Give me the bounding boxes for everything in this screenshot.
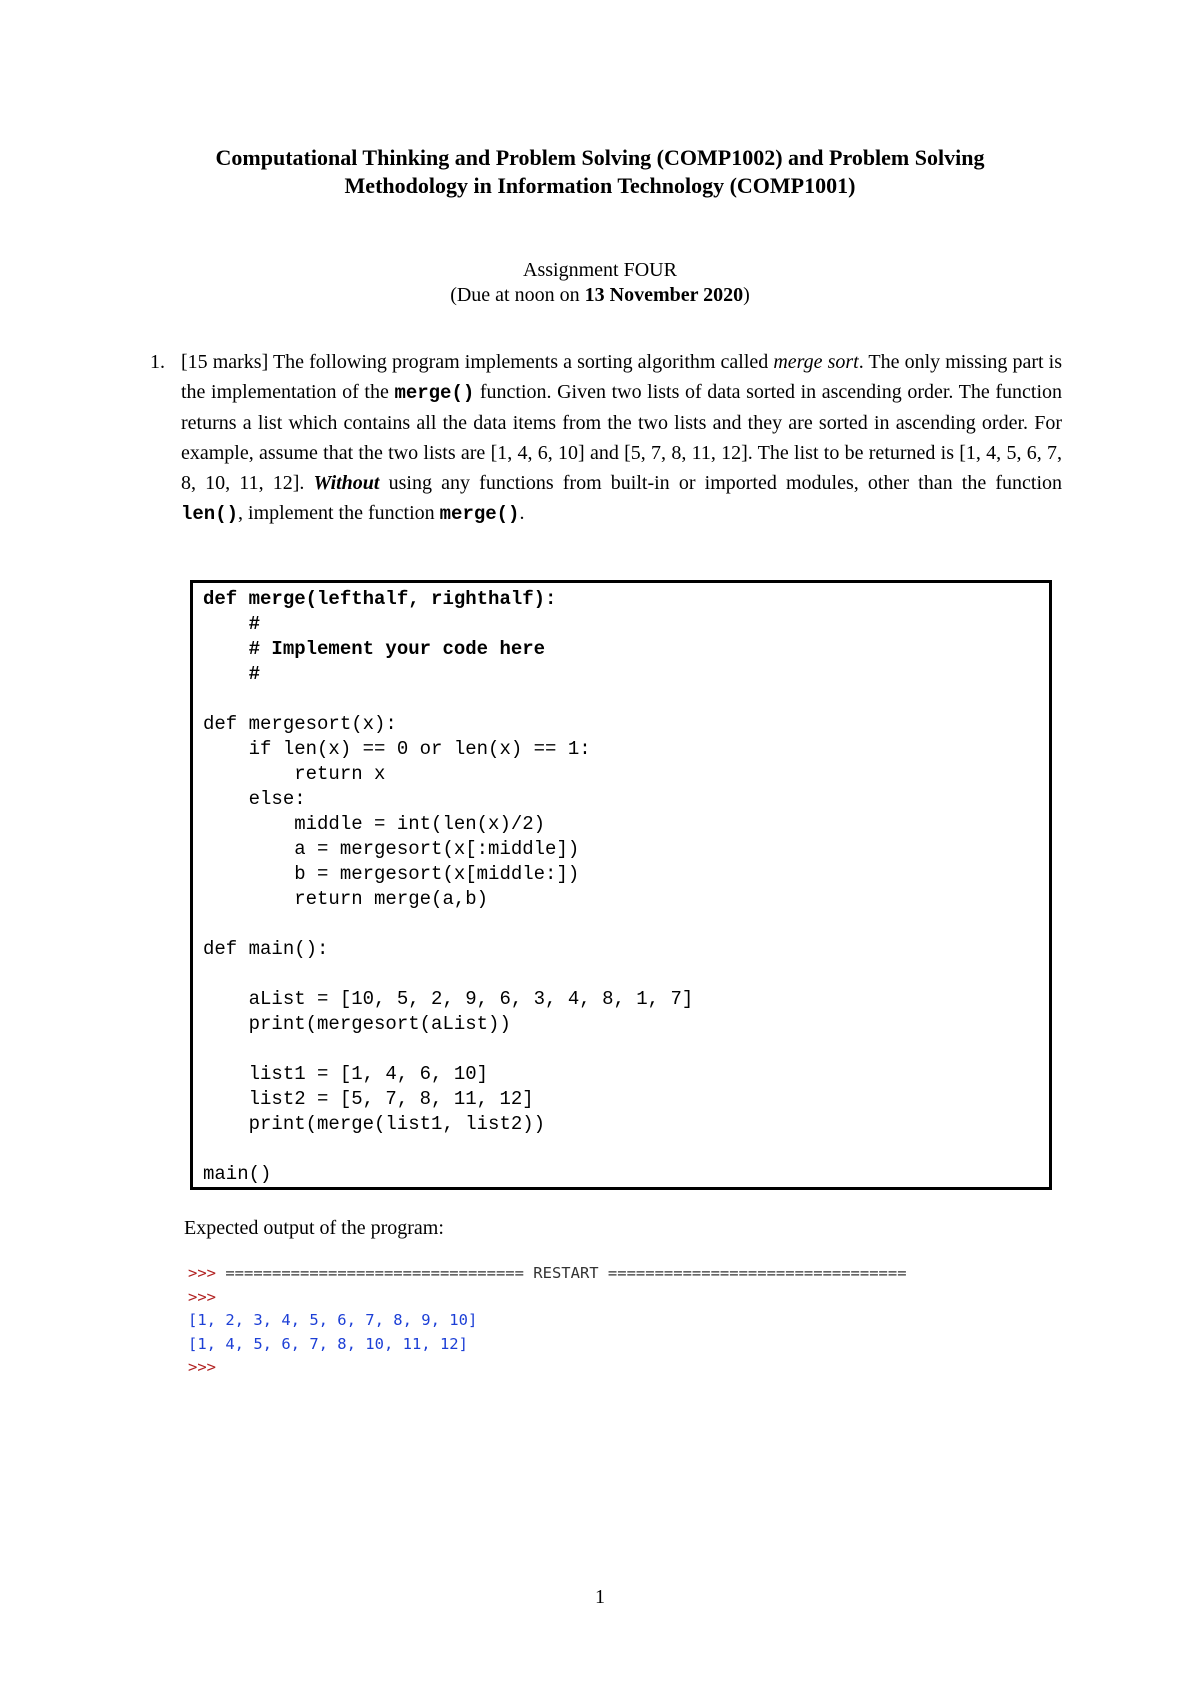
assignment-name: Assignment FOUR bbox=[523, 259, 677, 281]
question-text-part: . The only missing part is the implementation of the bbox=[181, 351, 1062, 403]
shell-prompt: >>> bbox=[188, 1358, 216, 1376]
question-text-part: using any functions from built-in or imported modules, other than the function bbox=[379, 472, 1062, 494]
question-text-part: function. Given two lists of data sorted in ascending order. The function returns a list which contains all the data items from the two lists and they are sorted in ascending order. For example, assume that the two lists are [1, 4, 6, 10] and [5, 7, 8, 11, 12]. The list to be returned is [1, 4, 5, 6, 7, 8, 10, 11, 12]. bbox=[181, 381, 1062, 494]
shell-output-line-2: [1, 4, 5, 6, 7, 8, 10, 11, 12] bbox=[188, 1334, 468, 1353]
shell-output-line-1: [1, 2, 3, 4, 5, 6, 7, 8, 9, 10] bbox=[188, 1311, 478, 1329]
merge-function-ref: merge() bbox=[394, 382, 475, 404]
shell-final-prompt-line bbox=[188, 1356, 907, 1380]
due-date-line bbox=[0, 283, 1200, 308]
shell-prompt: >>> bbox=[188, 1264, 216, 1282]
question-text-part: . bbox=[519, 502, 525, 524]
due-date: 13 November 2020 bbox=[584, 284, 744, 306]
title-line-2: Methodology in Information Technology (COMP1001) bbox=[344, 173, 856, 198]
shell-output bbox=[188, 1262, 907, 1380]
question-text-part: The following program implements a sorting algorithm called bbox=[268, 351, 774, 373]
assignment-heading bbox=[0, 258, 1200, 308]
shell-prompt: >>> bbox=[188, 1287, 216, 1306]
question-text bbox=[181, 347, 1062, 529]
len-function-ref: len() bbox=[181, 503, 239, 525]
code-program-body: def mergesort(x): if len(x) == 0 or len(x) == 1: return x else: middle = int(len(x)/2) a = mergesort(x[:middle]) b = mergesort(x[middle:]) return merge(a,b) def main(): aList = [10, 5, 2, 9, 6, 3, 4, 8, 1, 7] print(mergesort(aList)) list1 = [1, 4, 6, 10] list2 = [5, 7, 8, 11, 12] print(merge(list1, list2)) main() bbox=[203, 713, 694, 1185]
code-listing-box bbox=[190, 580, 1052, 1190]
question-marks: [15 marks] bbox=[181, 351, 269, 373]
question-number: 1. bbox=[150, 351, 165, 373]
merge-function-ref-2: merge() bbox=[439, 503, 520, 525]
shell-prompt-line bbox=[188, 1286, 907, 1310]
code-listing bbox=[203, 587, 1049, 1187]
document-title bbox=[0, 144, 1200, 200]
without-emphasis: Without bbox=[313, 472, 380, 494]
code-merge-stub: def merge(lefthalf, righthalf): # # Implement your code here # bbox=[203, 588, 557, 685]
shell-restart-line bbox=[188, 1262, 907, 1286]
due-prefix: (Due at noon on bbox=[450, 284, 585, 306]
question-text-part: , implement the function bbox=[238, 502, 440, 524]
restart-banner: ================================ RESTART ================================ bbox=[216, 1264, 907, 1282]
title-line-1: Computational Thinking and Problem Solving (COMP1002) and Problem Solving bbox=[215, 145, 985, 170]
page-number: 1 bbox=[595, 1586, 605, 1608]
algorithm-name: merge sort bbox=[773, 351, 859, 373]
due-suffix: ) bbox=[743, 284, 750, 306]
question-1 bbox=[150, 347, 1062, 529]
expected-output-label: Expected output of the program: bbox=[184, 1217, 444, 1239]
